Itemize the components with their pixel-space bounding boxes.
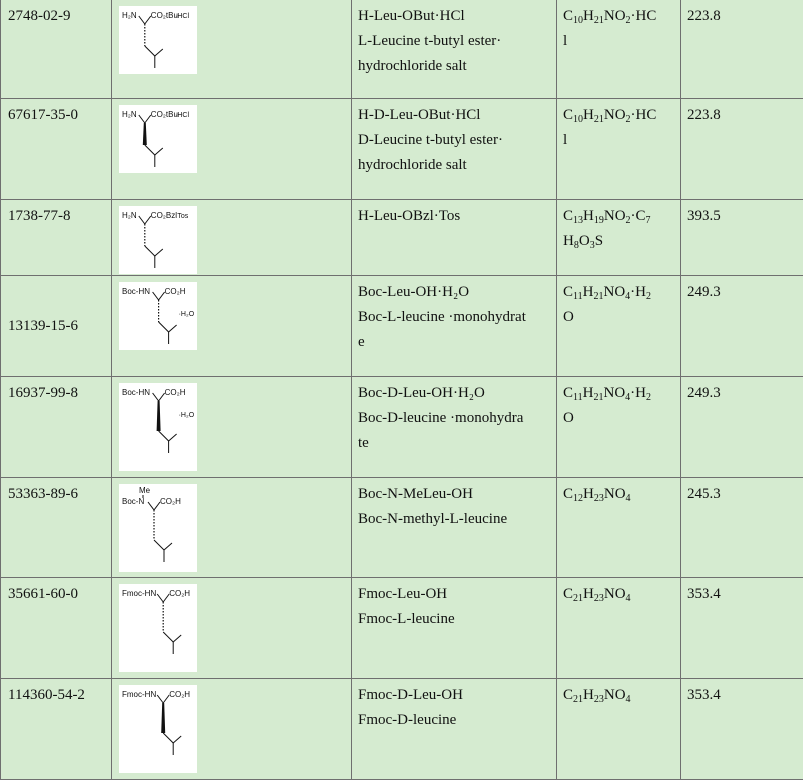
n-ca-bond	[157, 695, 163, 703]
amine-label: Boc-N	[122, 497, 144, 506]
formula-subscript: 21	[573, 593, 583, 604]
formula-text: C	[563, 284, 573, 300]
formula-text: NO	[604, 486, 626, 502]
formula-subscript: 2	[646, 291, 651, 302]
molecular-formula	[557, 200, 681, 276]
name-line: Fmoc-D-Leu-OH	[358, 683, 550, 708]
wedge-bond	[161, 703, 165, 733]
cb-cg-bond	[163, 632, 173, 642]
cg-methyl-bond	[164, 543, 172, 550]
name-line: Boc-N-MeLeu-OH	[358, 482, 550, 507]
n-ca-bond	[139, 115, 145, 123]
molecular-weight: 249.3	[681, 276, 803, 377]
formula-text: C	[563, 208, 573, 224]
name-line: hydrochloride salt	[358, 54, 550, 79]
molecular-weight: 223.8	[681, 99, 803, 200]
structure-image	[119, 105, 197, 173]
compound-name	[352, 377, 557, 478]
cb-cg-bond	[145, 246, 155, 256]
n-ca-bond	[153, 292, 159, 300]
formula-subscript: 3	[590, 240, 595, 251]
formula-line	[563, 305, 674, 330]
formula-text: NO	[604, 8, 626, 24]
cg-methyl-bond	[155, 249, 163, 256]
ester-label: CO₂H	[160, 497, 181, 506]
formula-text: H	[583, 687, 594, 703]
formula-subscript: 2	[626, 114, 631, 125]
salt-label: ·H₂O	[179, 412, 195, 419]
formula-subscript: 23	[594, 493, 604, 504]
molecular-weight: 223.8	[681, 0, 803, 99]
name-line: Boc-N-methyl-L-leucine	[358, 507, 550, 532]
name-line: D-Leucine t-butyl ester·	[358, 128, 550, 153]
formula-text: ·C	[631, 208, 646, 224]
structure-image	[119, 206, 197, 274]
compound-name	[352, 679, 557, 780]
cg-methyl-bond	[169, 325, 177, 332]
structure-cell	[112, 99, 352, 200]
formula-subscript: 21	[594, 392, 604, 403]
formula-text: ·HC	[631, 107, 657, 123]
formula-line	[563, 482, 674, 507]
name-line: e	[358, 330, 550, 355]
cas-number: 35661-60-0	[1, 578, 112, 679]
formula-subscript: 11	[573, 392, 583, 403]
n-ca-bond	[139, 16, 145, 24]
compound-name	[352, 478, 557, 578]
structure-image	[119, 6, 197, 74]
cg-methyl-bond	[173, 635, 181, 642]
methyl-label: Me	[139, 486, 151, 495]
cas-number: 114360-54-2	[1, 679, 112, 780]
formula-text: S	[595, 233, 603, 249]
formula-subscript: 23	[594, 593, 604, 604]
n-ca-bond	[148, 502, 154, 510]
compound-name	[352, 99, 557, 200]
formula-subscript: 2	[646, 392, 651, 403]
name-line: Boc-D-Leu-OH·H₂O	[358, 381, 550, 406]
cas-number: 1738-77-8	[1, 200, 112, 276]
compound-name	[352, 276, 557, 377]
molecular-formula	[557, 0, 681, 99]
molecular-formula	[557, 679, 681, 780]
name-line: Boc-Leu-OH·H₂O	[358, 280, 550, 305]
wedge-bond	[143, 123, 147, 145]
name-line: hydrochloride salt	[358, 153, 550, 178]
ester-label: CO₂H	[169, 690, 190, 699]
formula-text: ·H	[630, 385, 646, 401]
cg-methyl-bond	[169, 434, 177, 441]
compound-name	[352, 200, 557, 276]
formula-text: H	[583, 107, 594, 123]
n-ca-bond	[153, 393, 159, 401]
structure-cell	[112, 478, 352, 578]
formula-subscript: 21	[594, 15, 604, 26]
structure-cell	[112, 200, 352, 276]
formula-text: NO	[604, 687, 626, 703]
formula-text: C	[563, 486, 573, 502]
table-row	[1, 0, 803, 99]
cg-methyl-bond	[155, 148, 163, 155]
formula-text: l	[563, 132, 567, 148]
formula-text: H	[583, 385, 594, 401]
formula-text: ·H	[630, 284, 646, 300]
name-line: te	[358, 431, 550, 456]
formula-text: NO	[604, 208, 626, 224]
formula-text: NO	[604, 385, 626, 401]
ester-label: CO₂H	[165, 287, 186, 296]
formula-text: O	[579, 233, 590, 249]
formula-line	[563, 103, 674, 128]
formula-subscript: 4	[626, 694, 631, 705]
ester-label: CO₂tBu	[151, 110, 178, 119]
cas-number: 13139-15-6	[1, 276, 112, 377]
amine-label: Boc-HN	[122, 388, 150, 397]
n-ca-bond	[139, 216, 145, 224]
name-line: H-D-Leu-OBut·HCl	[358, 103, 550, 128]
formula-text: C	[563, 8, 573, 24]
ester-label: CO₂H	[165, 388, 186, 397]
molecular-weight: 353.4	[681, 578, 803, 679]
molecular-weight: 393.5	[681, 200, 803, 276]
formula-text: ·HC	[631, 8, 657, 24]
table-row	[1, 276, 803, 377]
cas-number: 67617-35-0	[1, 99, 112, 200]
cas-number: 2748-02-9	[1, 0, 112, 99]
formula-line	[563, 582, 674, 607]
cg-methyl-bond	[155, 49, 163, 56]
structure-image	[119, 484, 197, 572]
cb-cg-bond	[145, 145, 155, 155]
formula-line	[563, 4, 674, 29]
structure-image	[119, 584, 197, 672]
molecular-weight: 249.3	[681, 377, 803, 478]
formula-line	[563, 381, 674, 406]
name-line: Fmoc-D-leucine	[358, 708, 550, 733]
wedge-bond	[157, 401, 161, 431]
formula-subscript: 7	[646, 215, 651, 226]
table-row	[1, 200, 803, 276]
table-row	[1, 578, 803, 679]
formula-text: C	[563, 107, 573, 123]
table-row	[1, 679, 803, 780]
formula-text: C	[563, 586, 573, 602]
amine-label: Fmoc-HN	[122, 690, 156, 699]
structure-image	[119, 685, 197, 773]
formula-subscript: 2	[626, 215, 631, 226]
molecular-formula	[557, 377, 681, 478]
structure-cell	[112, 377, 352, 478]
compound-name	[352, 578, 557, 679]
formula-subscript: 8	[574, 240, 579, 251]
cb-cg-bond	[163, 733, 173, 743]
molecular-weight: 353.4	[681, 679, 803, 780]
formula-text: NO	[604, 107, 626, 123]
structure-image	[119, 282, 197, 350]
ester-label: CO₂Bzl	[151, 211, 177, 220]
amine-label: Boc-HN	[122, 287, 150, 296]
cb-cg-bond	[154, 540, 164, 550]
name-line: L-Leucine t-butyl ester·	[358, 29, 550, 54]
formula-subscript: 12	[573, 493, 583, 504]
formula-text: O	[563, 410, 574, 426]
formula-text: H	[563, 233, 574, 249]
formula-line	[563, 406, 674, 431]
name-line: H-Leu-OBut·HCl	[358, 4, 550, 29]
formula-line	[563, 229, 674, 254]
structure-image	[119, 383, 197, 471]
cb-cg-bond	[145, 46, 155, 56]
formula-subscript: 13	[573, 215, 583, 226]
structure-cell	[112, 276, 352, 377]
formula-subscript: 4	[625, 392, 630, 403]
amine-label: H₂N	[122, 11, 137, 20]
formula-line	[563, 280, 674, 305]
formula-text: C	[563, 385, 573, 401]
formula-subscript: 4	[626, 493, 631, 504]
compound-table-body	[1, 0, 803, 780]
molecular-formula	[557, 478, 681, 578]
molecular-weight: 245.3	[681, 478, 803, 578]
ester-label: CO₂tBu	[151, 11, 178, 20]
formula-subscript: 4	[625, 291, 630, 302]
formula-text: NO	[604, 586, 626, 602]
structure-cell	[112, 0, 352, 99]
structure-cell	[112, 679, 352, 780]
name-line: Fmoc-L-leucine	[358, 607, 550, 632]
formula-subscript: 21	[573, 694, 583, 705]
salt-label: ·HCl	[175, 13, 189, 20]
molecular-formula	[557, 99, 681, 200]
formula-line	[563, 29, 674, 54]
formula-text: C	[563, 687, 573, 703]
formula-line	[563, 204, 674, 229]
formula-subscript: 10	[573, 114, 583, 125]
cas-number: 53363-89-6	[1, 478, 112, 578]
formula-text: NO	[604, 284, 626, 300]
formula-subscript: 21	[594, 291, 604, 302]
table-row	[1, 478, 803, 578]
formula-text: H	[583, 208, 594, 224]
salt-label: ·Tos	[175, 213, 189, 220]
formula-subscript: 19	[594, 215, 604, 226]
formula-text: H	[583, 8, 594, 24]
cb-cg-bond	[159, 431, 169, 441]
cb-cg-bond	[159, 322, 169, 332]
table-row	[1, 377, 803, 478]
name-line: H-Leu-OBzl·Tos	[358, 204, 550, 229]
name-line: Fmoc-Leu-OH	[358, 582, 550, 607]
salt-label: ·H₂O	[179, 311, 195, 318]
formula-subscript: 11	[573, 291, 583, 302]
structure-cell	[112, 578, 352, 679]
cas-number: 16937-99-8	[1, 377, 112, 478]
ester-label: CO₂H	[169, 589, 190, 598]
salt-label: ·HCl	[175, 112, 189, 119]
amine-label: H₂N	[122, 211, 137, 220]
name-line: Boc-D-leucine ·monohydra	[358, 406, 550, 431]
amine-label: Fmoc-HN	[122, 589, 156, 598]
formula-text: H	[583, 284, 594, 300]
formula-line	[563, 128, 674, 153]
formula-text: l	[563, 33, 567, 49]
formula-text: H	[583, 586, 594, 602]
formula-text: O	[563, 309, 574, 325]
cg-methyl-bond	[173, 736, 181, 743]
formula-line	[563, 683, 674, 708]
formula-subscript: 23	[594, 694, 604, 705]
formula-subscript: 21	[594, 114, 604, 125]
formula-subscript: 2	[626, 15, 631, 26]
formula-subscript: 10	[573, 15, 583, 26]
amine-label: H₂N	[122, 110, 137, 119]
compound-name	[352, 0, 557, 99]
formula-subscript: 4	[626, 593, 631, 604]
molecular-formula	[557, 276, 681, 377]
formula-text: H	[583, 486, 594, 502]
n-ca-bond	[157, 594, 163, 602]
table-row	[1, 99, 803, 200]
name-line: Boc-L-leucine ·monohydrat	[358, 305, 550, 330]
molecular-formula	[557, 578, 681, 679]
